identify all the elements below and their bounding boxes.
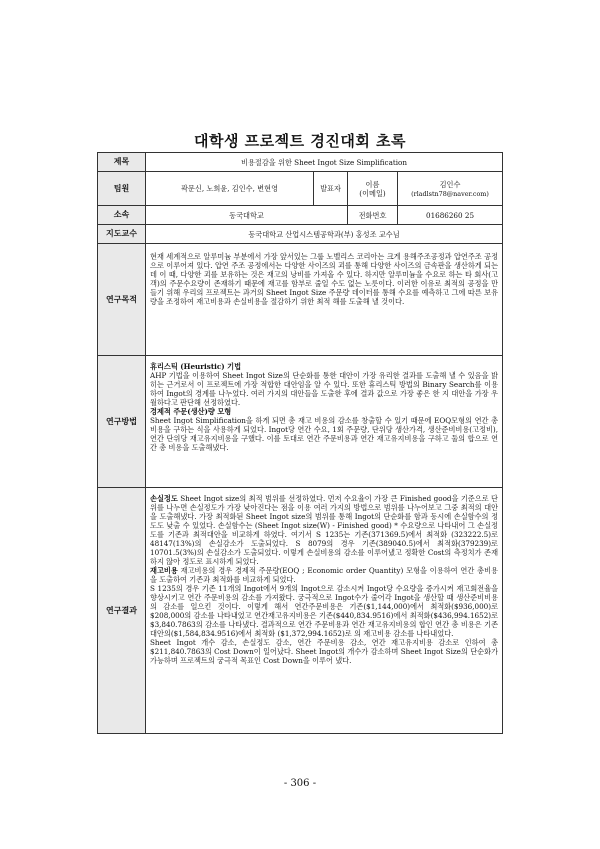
result-text [146, 488, 503, 734]
result-paragraph-2: 재고비용 재고비용의 경우 경제적 주문량(EOQ ; Economic order Quantity) 모형을 이용하여 연간 총비용을 도출하여 기존과 최적화를 비교하게 되었다. [150, 566, 499, 584]
subject-value: 비용절감을 위한 Sheet Ingot Size Simplification [146, 153, 503, 172]
advisor-value: 동국대학교 산업시스템공학과(부) 홍성조 교수님 [146, 225, 503, 244]
result-paragraph-3: S 1235의 경우 기존 11개의 Ingot에서 9개의 Ingot으로 감소시켜 Ingot당 수요량을 증가시켜 재고회전율을 향상시키고 연간 주문비용의 감소를 가져왔다. 궁극적으로 Ingot수가 줄어각 Ingot을 생산할 때 생산준비비용의 감소를 일으킨 것이다. 이렇게 해서 연간주문비용은 기존($1,144,000)에서 최적화($936,000)로 $208,000의 감소를 나타내었고 연간재고유지비용은 기존($440,834.9516)에서 최적화($436,994.1652)로 $3,840.7863의 감소를 나타냈다. 결과적으로 연간 주문비용과 연간 재고유지비용의 합인 연간 총 비용은 기존 대안의($1,584,834.9516)에서 최적화 ($1,372,994.1652)로 의 재고비용 감소를 나타내었다. [150, 584, 499, 638]
method-text [146, 356, 503, 488]
school-label: 소속 [98, 206, 146, 225]
subject-label: 제목 [98, 153, 146, 172]
method-paragraph-2: Sheet Ingot Simplification을 하게 되면 총 재고 비용의 감소를 창출할 수 있기 때문에 EOQ모형의 연간 총 비용을 구하는 식을 사용하게 되었다. Ingot당 연간 수요, 1회 주문량, 단위당 생산가격, 생산준비비용(고정비), 연간 단위당 재고유지비용을 구했다. 이를 토대로 연간 주문비용과 연간 재고유지비용을 구하고 둘의 합으로 연간 총 비용을 도출해냈다. [150, 416, 499, 452]
presenter-email: (rladlstn78@naver.com) [411, 189, 489, 198]
row-advisor [98, 225, 503, 244]
abstract-table [97, 152, 503, 734]
row-team [98, 172, 503, 206]
email-label: (이메일) [359, 188, 386, 198]
phone-label: 전화번호 [348, 206, 398, 225]
purpose-paragraph: 현재 세계적으로 알루미늄 부분에서 가장 앞서있는 그룹 노벨리스 코리아는 크게 용해주조공정과 압연주조 공정으로 이루어져 있다. 압연 주조 공정에서는 다양한 사이즈의 괴를 통해 다양한 사이즈의 금속판을 생산하게 되는데 이 때, 다양한 괴를 보유하는 것은 재고의 낭비를 가져올 수 있다. 하지만 알루미늄을 수요로 하는 타 회사(고객)의 주문수요량이 존재하기 때문에 재고를 함부로 줄일 수도 없는 노릇이다. 이러한 이유로 최적의 공정을 만들기 위해 우리의 프로젝트는 과거의 Sheet Ingot Size 주문량 데이터를 통해 수요를 예측하고 그에 따른 보유량을 조정하여 재고비용과 손실비용을 절감하기 위한 최적 해를 도출해 낼 것이다. [150, 252, 499, 306]
page-title: 대학생 프로젝트 경진대회 초록 [193, 132, 407, 150]
phone-value: 01686260 25 [398, 206, 503, 225]
school-value: 동국대학교 [146, 206, 348, 225]
presenter-name: 김인수 [439, 179, 461, 189]
purpose-text [146, 244, 503, 356]
name-label: 이름 [365, 179, 380, 189]
method-paragraph-1: AHP 기법을 이용하여 Sheet Ingot Size의 단순화를 통한 대안이 가장 유리한 결과를 도출해 낼 수 있음을 밝히는 근거로서 이 프로젝트에 가장 적합한 대안임을 알 수 있다. 또한 휴리스틱 방법의 Binary Search를 이용하여 Ingot의 경계를 나누었다. 여러 가지의 대안들을 도출한 후에 결과 값으로 가장 좋은 한 지 대안을 가장 우월하다고 판단해 선정하였다. [150, 371, 499, 407]
result-paragraph-1: 손실정도 Sheet Ingot size의 최적 범위를 선정하였다. 먼저 수요율이 가장 큰 Finished good을 기준으로 단위를 나누면 손실정도가 가장 낮아진다는 점을 이용 여러 가지의 방법으로 범위를 나누어보고 그중 최적의 대안을 도출해냈다. 가장 최적화된 Sheet Ingot size의 범위를 통해 Ingot의 단순화를 함과 동시에 손실함수의 정도도 낮출 수 있었다. 손실함수는 (Sheet Ingot size(W) - Finished good) * 수요량으로 나타내어 그 손실정도를 기존과 최적대안을 비교하게 하였다. 여기서 S 1235는 기존(371369.5)에서 최적화 (323222.5)로 48147(13%)의 손실감소가 도출되었다. S 8079의 경우 기존(389040.5)에서 최적화(379239)로 10701.5(3%)의 손실감소가 도출되었다. 이렇게 손실비용의 감소를 이루어냈고 정확한 Cost의 측정치가 존재하지 않아 정도로 표시하게 되었다. [150, 494, 499, 566]
result-paragraph-4: Sheet Ingot 개수 감소, 손실정도 감소, 연간 주문비용 감소, 연간 재고유지비용 감소로 인하여 총 $211,840.7863의 Cost Down이 일어났다. Sheet Ingot의 개수가 감소하며 Sheet Ingot Size의 단순화가 가능하며 프로젝트의 궁극적 목표인 Cost Down을 이루어 냈다. [150, 638, 499, 665]
method-heading-2: 경제적 주문(생산)량 모형 [150, 407, 232, 416]
name-email-label [348, 172, 398, 206]
result-lead-word: 손실정도 [150, 494, 178, 503]
presenter-label: 발표자 [314, 172, 348, 206]
row-subject [98, 153, 503, 172]
result-lead-word: 재고비용 [150, 566, 178, 575]
row-school [98, 206, 503, 225]
presenter-contact [398, 172, 503, 206]
row-method [98, 356, 503, 488]
purpose-label: 연구목적 [98, 244, 146, 356]
result-label: 연구결과 [98, 488, 146, 734]
team-members: 곽문신, 노희윤, 김인수, 변현영 [146, 172, 314, 206]
method-label: 연구방법 [98, 356, 146, 488]
page-number: - 306 - [283, 778, 317, 789]
row-purpose [98, 244, 503, 356]
advisor-label: 지도교수 [98, 225, 146, 244]
method-heading-1: 휴리스틱 (Heuristic) 기법 [150, 362, 242, 371]
team-label: 팀원 [98, 172, 146, 206]
row-result [98, 488, 503, 734]
